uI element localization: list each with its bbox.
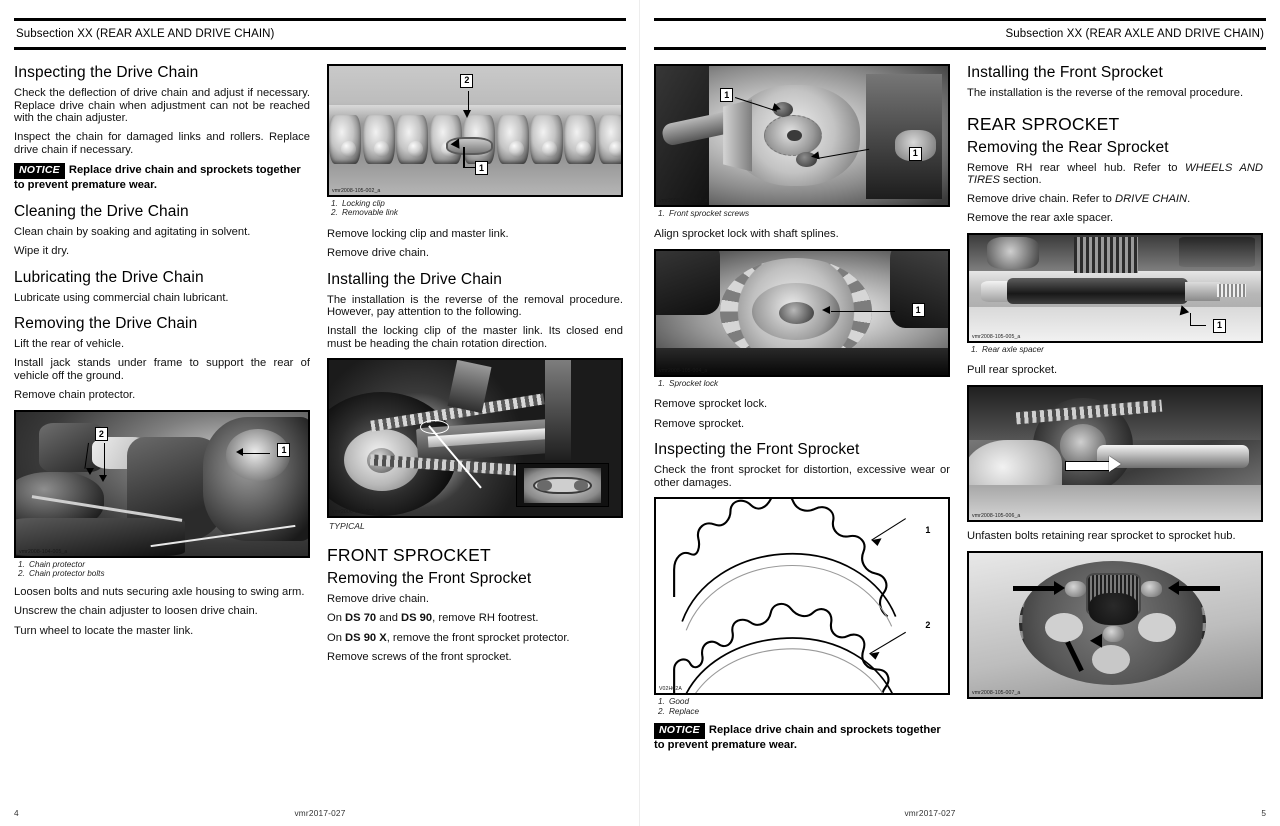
figure-sprocket-wear-image [656,499,948,693]
caption-text: Rear axle spacer [982,344,1044,354]
caption-text: Good [669,697,690,707]
ref-drive-chain: DRIVE CHAIN [1115,193,1188,206]
caption-number: 1. [658,209,665,218]
header-rule-bottom [654,46,1266,50]
paragraph-turn-wheel: Turn wheel to locate the master link. [14,624,194,637]
paragraph-remove-locking-clip: Remove locking clip and master link. [327,227,509,240]
paragraph-wipe-dry: Wipe it dry. [14,244,70,257]
page-left-header [14,18,626,50]
heading-removing-drive-chain: Removing the Drive Chain [14,315,198,333]
paragraph-remove-sprocket: Remove sprocket. [654,417,745,430]
figure-front-sprocket-screws-code: vmr2008-105-003_a [659,198,708,204]
page-right-header-title: Subsection XX (REAR AXLE AND DRIVE CHAIN) [1005,28,1264,40]
figure-sprocket-lock-frame [654,249,950,377]
heading-installing-front-sprocket: Installing the Front Sprocket [967,64,1163,81]
figure-front-sprocket-screws-frame [654,64,950,207]
figure-sprocket-wear-frame [654,497,950,695]
caption-item [971,345,1263,354]
marker-2-leader-a [104,443,105,476]
caption-number: 1. [971,344,978,354]
figure-marker-1: 1 [925,525,931,535]
notice-badge: NOTICE [654,723,705,739]
caption-item [658,209,950,218]
heading-removing-rear-sprocket: Removing the Rear Sprocket [967,138,1169,156]
caption-text: Chain protector bolts [29,568,105,578]
marker-1-bottom-arrowhead [810,152,819,161]
figure-drive-chain-link-frame [327,64,623,197]
figure-sprocket-hub-bolts-image [969,553,1261,697]
figure-marker-1: 1 [277,443,290,457]
figure-master-link-image [329,360,621,516]
page-left-column-1 [14,64,310,670]
page-left-footer-code: vmr2017-027 [294,808,346,818]
figure-master-link-code: vmr2006-064-007_a [332,509,381,516]
model-ds90: DS 90 [401,612,433,625]
paragraph-remove-drive-chain-2: Remove drive chain. [327,593,429,606]
figure-marker-1: 1 [475,161,488,175]
heading-inspecting-front-sprocket: Inspecting the Front Sprocket [654,441,860,459]
figure-marker-1-bottom: 1 [909,147,922,161]
text-part: , remove the front sprocket protector. [386,631,570,644]
caption-text: Front sprocket screws [669,209,750,218]
sprocket-wear-drawing [656,499,948,693]
figure-chain-protector-captions [18,560,310,579]
figure-marker-2: 2 [460,74,473,88]
paragraph-lubricate: Lubricate using commercial chain lubricant. [14,291,229,304]
model-ds70: DS 70 [345,612,377,625]
paragraph-remove-sprocket-lock: Remove sprocket lock. [654,398,768,411]
paragraph-remove-rh-hub [967,162,1263,187]
figure-sprocket-hub-bolts-code: vmr2008-105-007_a [972,689,1021,696]
figure-rear-axle-spacer [967,233,1263,354]
marker-2-arrowhead-a [99,475,107,482]
figure-drive-chain-link-image [329,66,621,195]
figure-rear-axle-spacer-frame [967,233,1263,343]
notice-text: Replace drive chain and sprockets together to prevent premature wear. [14,163,301,191]
heading-installing-drive-chain: Installing the Drive Chain [327,270,502,288]
caption-number: 1. [18,559,25,569]
paragraph-install-reverse: The installation is the reverse of the removal procedure. However, pay attention to the following. [327,293,623,319]
heading-cleaning-drive-chain: Cleaning the Drive Chain [14,202,189,220]
paragraph-ds90x-protector [327,632,623,645]
text-part: and [376,612,402,625]
paragraph-remove-screws: Remove screws of the front sprocket. [327,650,512,663]
figure-front-sprocket-screws-image [656,66,948,205]
text-part: On [327,631,346,644]
heading-removing-front-sprocket: Removing the Front Sprocket [327,570,532,588]
page-left-header-title: Subsection XX (REAR AXLE AND DRIVE CHAIN) [16,28,275,40]
text-part: Remove RH rear wheel hub. Refer to [967,161,1186,174]
heading-lubricating-drive-chain: Lubricating the Drive Chain [14,268,204,286]
paragraph-remove-chain-ref [967,193,1263,206]
marker-1-leader [831,311,895,312]
figure-drive-chain-link [327,64,623,218]
page-right-column-1 [654,64,950,759]
figure-drive-chain-link-code: vmr2008-105-002_a [332,188,381,194]
page-right-footer-code: vmr2017-027 [904,808,956,818]
figure-sprocket-wear-code: V02H02A [659,686,682,693]
caption-number: 2. [658,706,665,716]
figure-typical-label: TYPICAL [329,521,365,532]
paragraph-inspect-damage: Inspect the chain for damaged links and rollers. Replace drive chain if necessary. [14,131,310,156]
figure-drive-chain-link-captions [331,199,623,218]
page-right-column-2 [967,64,1263,759]
paragraph-pull-rear-sprocket: Pull rear sprocket. [967,364,1058,377]
paragraph-remove-axle-spacer: Remove the rear axle spacer. [967,212,1114,225]
marker-2-arrowhead-b [86,468,94,475]
figure-chain-protector-image [16,412,308,556]
paragraph-unscrew-adjuster: Unscrew the chain adjuster to loosen drive chain. [14,605,258,618]
page-right-header [654,18,1266,50]
text-part: section. [999,174,1042,187]
figure-sprocket-wear-captions [658,697,950,716]
page-right-columns [654,64,1266,759]
caption-item [658,707,950,716]
text-part: On [327,612,346,625]
text-part: . [1187,193,1191,206]
heading-front-sprocket: FRONT SPROCKET [327,545,491,566]
notice-replace-chain-2 [654,723,950,752]
text-part: Remove drive chain. Refer to [967,193,1115,206]
figure-pull-rear-sprocket-code: vmr2008-105-006_a [972,512,1021,519]
figure-sprocket-lock-code: vmr2008-105-004_a [659,368,708,374]
page-right-footer [654,808,1266,818]
figure-chain-protector-code: vmr2008-104-005_a [19,548,68,555]
figure-sprocket-wear-comparison [654,497,950,716]
notice-text: Replace drive chain and sprockets together to prevent premature wear. [654,724,941,751]
paragraph-ds70-ds90-footrest [327,612,623,625]
figure-sprocket-lock-image [656,251,948,375]
marker-1-arrowhead [236,448,243,456]
caption-text: Removable link [342,208,398,218]
caption-item [331,208,623,217]
figure-rear-axle-spacer-captions [971,345,1263,354]
figure-chain-protector-frame [14,410,310,558]
caption-item [658,697,950,706]
paragraph-align-sprocket-lock: Align sprocket lock with shaft splines. [654,228,839,241]
header-rule-bottom [14,46,626,50]
paragraph-remove-drive-chain: Remove drive chain. [327,246,429,259]
caption-text: Locking clip [342,199,385,208]
caption-number: 1. [658,697,665,707]
figure-marker-1-top: 1 [720,88,733,102]
figure-marker-2: 2 [925,620,931,631]
paragraph-unfasten-bolts: Unfasten bolts retaining rear sprocket to sprocket hub. [967,529,1236,542]
text-part: , remove RH footrest. [432,612,539,625]
caption-text: Sprocket lock [669,379,719,388]
figure-pull-rear-sprocket [967,385,1263,522]
ref-wheels-and-tires: WHEELS AND TIRES [967,161,1263,187]
paragraph-loosen-bolts: Loosen bolts and nuts securing axle housing to swing arm. [14,586,305,599]
figure-master-link-location [327,358,623,531]
figure-front-sprocket-screws-captions [658,209,950,218]
figure-marker-2: 2 [95,427,108,441]
figure-master-link-frame [327,358,623,518]
paragraph-install-front-reverse: The installation is the reverse of the removal procedure. [967,87,1244,99]
figure-rear-axle-spacer-image [969,235,1261,341]
figure-marker-1: 1 [912,303,925,317]
figure-front-sprocket-screws [654,64,950,218]
heading-rear-sprocket: REAR SPROCKET [967,113,1120,134]
paragraph-jack-stands: Install jack stands under frame to support the rear of vehicle off the ground. [14,357,310,382]
page-left-column-2 [327,64,623,670]
marker-1-leader-v [463,147,464,166]
paragraph-lift-rear: Lift the rear of vehicle. [14,338,125,351]
paragraph-check-distortion: Check the front sprocket for distortion, excessive wear or other damages. [654,464,950,489]
caption-number: 2. [18,568,25,578]
heading-inspecting-drive-chain: Inspecting the Drive Chain [14,64,199,81]
page-left-number: 4 [14,808,19,818]
marker-1-leader [241,453,270,454]
paragraph-inspect-deflection: Check the deflection of drive chain and adjust if necessary. Replace drive chain when adjustment can not be reached with the chain adjuster. [14,87,310,125]
paragraph-remove-protector: Remove chain protector. [14,388,136,401]
figure-marker-1: 1 [1213,319,1226,333]
caption-number: 2. [331,208,338,218]
marker-1-leader-v [1190,313,1191,326]
caption-item [658,379,950,388]
marker-1-leader-h [1191,325,1206,326]
figure-pull-rear-sprocket-frame [967,385,1263,522]
marker-2-leader [468,91,469,112]
marker-1-leader-h [463,167,475,168]
page-left-columns [14,64,626,670]
figure-sprocket-hub-bolts [967,551,1263,699]
figure-pull-rear-sprocket-image [969,387,1261,520]
figure-sprocket-hub-bolts-frame [967,551,1263,699]
notice-badge: NOTICE [14,163,65,179]
caption-number: 1. [658,379,665,388]
notice-replace-chain-1 [14,163,310,192]
marker-1-arrowhead [822,306,830,314]
figure-sprocket-lock [654,249,950,388]
figure-rear-axle-spacer-code: vmr2008-105-005_a [972,333,1021,340]
paragraph-clean-soak: Clean chain by soaking and agitating in solvent. [14,225,251,238]
caption-text: Chain protector [29,559,85,569]
caption-item [18,569,310,578]
caption-item [331,199,623,208]
figure-chain-protector [14,410,310,579]
model-ds90x: DS 90 X [345,631,387,644]
caption-item [18,560,310,569]
page-right-number: 5 [1261,808,1266,818]
caption-number: 1. [331,199,338,208]
paragraph-install-locking-clip: Install the locking clip of the master link. Its closed end must be heading the chain rotation direction. [327,325,623,350]
page-right [640,0,1280,826]
marker-2-arrowhead [463,110,471,118]
caption-text: Replace [669,706,700,716]
figure-sprocket-lock-captions [658,379,950,388]
page-left-footer [14,808,626,818]
